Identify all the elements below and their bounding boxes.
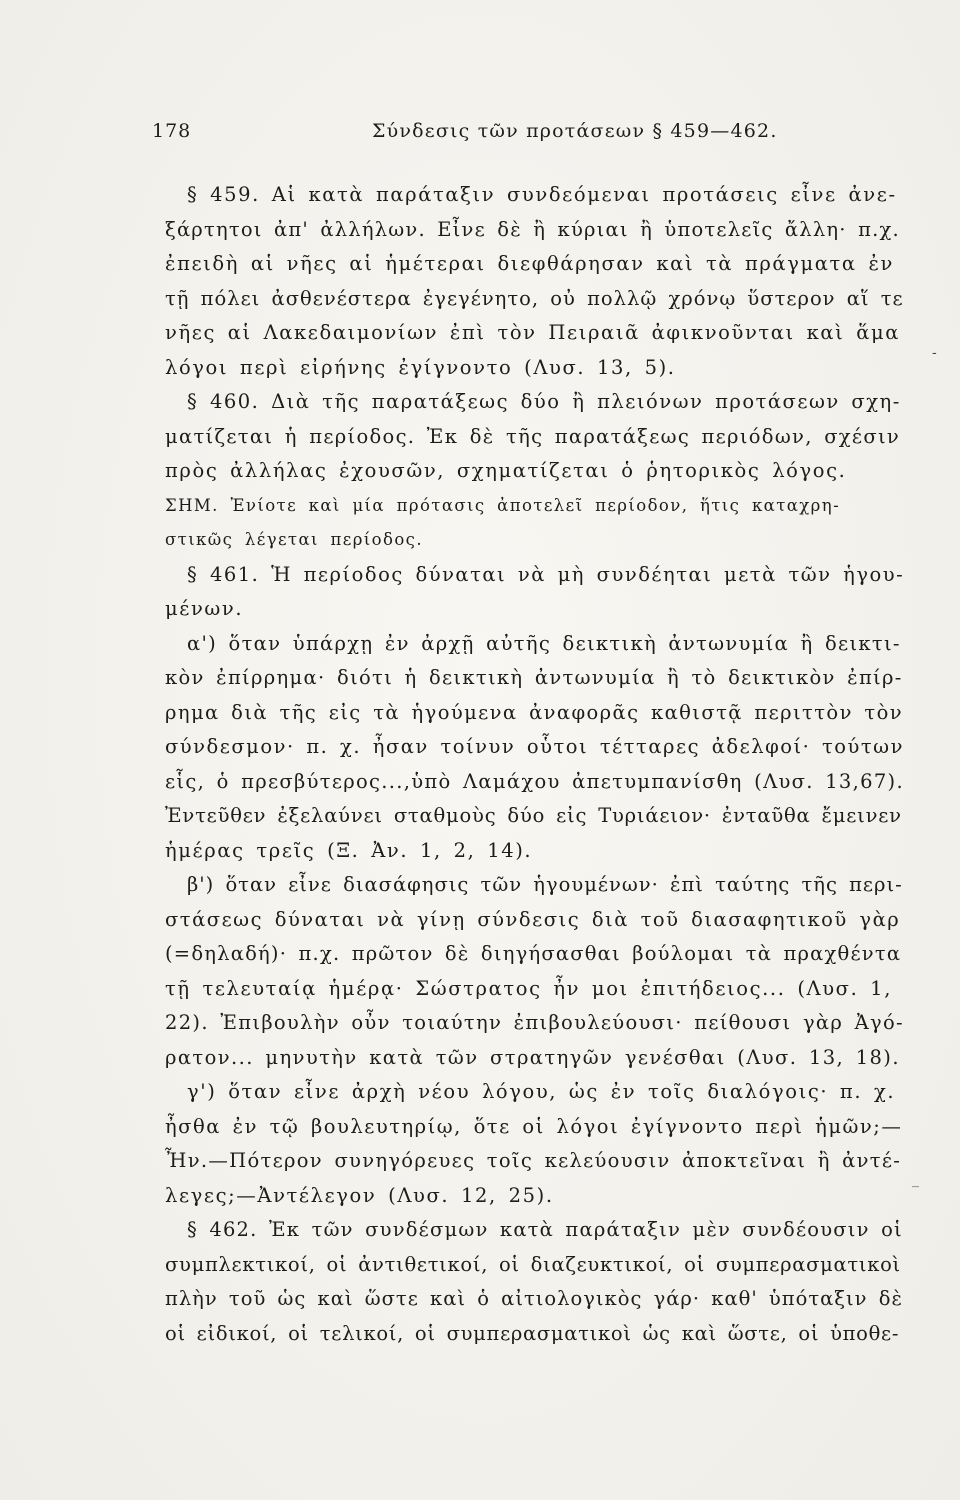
text-line: πλὴν τοῦ ὡς καὶ ὥστε καὶ ὁ αἰτιολογικὸς γάρ· καθ' ὑπόταξιν δὲ: [165, 1287, 903, 1310]
text-line: α') ὅταν ὑπάρχῃ ἐν ἀρχῇ αὐτῆς δεικτικὴ ἀντωνυμία ἢ δεικτι-: [187, 631, 901, 655]
text-line: ματίζεται ἡ περίοδος. Ἐκ δὲ τῆς παρατάξεως περιόδων, σχέσιν: [165, 424, 901, 448]
text-line: § 461. Ἡ περίοδος δύναται νὰ μὴ συνδέηται μετὰ τῶν ἡγου-: [187, 562, 905, 586]
page-number: 178: [152, 120, 192, 142]
running-head: Σύνδεσις τῶν προτάσεων § 459—462.: [372, 120, 778, 142]
text-line: § 462. Ἐκ τῶν συνδέσμων κατὰ παράταξιν μὲν συνδέουσιν οἱ: [187, 1218, 903, 1241]
text-line: § 460. Διὰ τῆς παρατάξεως δύο ἢ πλειόνων προτάσεων σχη-: [187, 390, 901, 413]
text-line: οἱ εἰδικοί, οἱ τελικοί, οἱ συμπερασματικοὶ ὡς καὶ ὥστε, οἱ ὑποθε-: [165, 1321, 900, 1345]
text-line: λεγες;—Ἀντέλεγον (Λυσ. 12, 25).: [165, 1183, 554, 1207]
text-line: πρὸς ἀλλήλας ἐχουσῶν, σχηματίζεται ὁ ῥητορικὸς λόγος.: [165, 459, 847, 482]
text-line: στάσεως δύναται νὰ γίνῃ σύνδεσις διὰ τοῦ διασαφητικοῦ γὰρ: [165, 907, 901, 931]
text-line: ἐπειδὴ αἱ νῆες αἱ ἡμέτεραι διεφθάρησαν καὶ τὰ πράγματα ἐν: [165, 252, 894, 275]
text-line: 22). Ἐπιβουλὴν οὖν τοιαύτην ἐπιβουλεύουσι· πείθουσι γὰρ Ἀγό-: [165, 1011, 904, 1034]
text-line: τῇ πόλει ἀσθενέστερα ἐγεγένητο, οὐ πολλῷ χρόνῳ ὕστερον αἵ τε: [165, 286, 904, 310]
text-line: ἦσθα ἐν τῷ βουλευτηρίῳ, ὅτε οἱ λόγοι ἐγίγνοντο περὶ ἡμῶν;—: [165, 1114, 903, 1138]
text-line: ξάρτητοι ἀπ' ἀλλήλων. Εἶνε δὲ ἢ κύριαι ἢ ὑποτελεῖς ἄλλη· π.χ.: [165, 217, 900, 241]
text-line: εἷς, ὁ πρεσβύτερος...,ὑπὸ Λαμάχου ἀπετυμπανίσθη (Λυσ. 13,67).: [165, 769, 904, 793]
text-line: μένων.: [165, 597, 244, 620]
margin-mark: -: [932, 345, 937, 361]
text-line: ρημα διὰ τῆς εἰς τὰ ἡγούμενα ἀναφορᾶς καθιστᾷ περιττὸν τὸν: [165, 700, 904, 724]
page-header: [152, 120, 902, 148]
text-line: σύνδεσμον· π. χ. ἦσαν τοίνυν οὗτοι τέτταρες ἀδελφοί· τούτων: [165, 735, 904, 758]
text-line: ρατον... μηνυτὴν κατὰ τῶν στρατηγῶν γενέσθαι (Λυσ. 13, 18).: [165, 1045, 900, 1069]
text-line: συμπλεκτικοί, οἱ ἀντιθετικοί, οἱ διαζευκτικοί, οἱ συμπερασματικοὶ: [165, 1252, 901, 1276]
text-line: γ') ὅταν εἶνε ἀρχὴ νέου λόγου, ὡς ἐν τοῖς διαλόγοις· π. χ.: [187, 1080, 896, 1103]
margin-mark: _: [912, 1172, 919, 1188]
body-text: [165, 178, 905, 1351]
text-line: (=δηλαδή)· π.χ. πρῶτον δὲ διηγήσασθαι βούλομαι τὰ πραχθέντα: [165, 942, 902, 965]
note-line: στικῶς λέγεται περίοδος.: [165, 530, 423, 549]
text-line: ἡμέρας τρεῖς (Ξ. Ἀν. 1, 2, 14).: [165, 838, 533, 862]
text-line: κὸν ἐπίρρημα· διότι ἡ δεικτικὴ ἀντωνυμία ἢ τὸ δεικτικὸν ἐπίρ-: [165, 666, 903, 689]
text-line: τῇ τελευταίᾳ ἡμέρᾳ· Σώστρατος ἦν μοι ἐπιτήδειος... (Λυσ. 1,: [165, 976, 892, 1000]
text-line: νῆες αἱ Λακεδαιμονίων ἐπὶ τὸν Πειραιᾶ ἀφικνοῦνται καὶ ἅμα: [165, 321, 901, 344]
text-line: Ἐντεῦθεν ἐξελαύνει σταθμοὺς δύο εἰς Τυριάειον· ἐνταῦθα ἔμεινεν: [165, 804, 902, 827]
text-line: Ἦν.—Πότερον συνηγόρευες τοῖς κελεύουσιν ἀποκτεῖναι ἢ ἀντέ-: [165, 1149, 902, 1172]
text-line: § 459. Αἱ κατὰ παράταξιν συνδεόμεναι προτάσεις εἶνε ἀνε-: [187, 183, 897, 206]
text-line: β') ὅταν εἶνε διασάφησις τῶν ἡγουμένων· ἐπὶ ταύτης τῆς περι-: [187, 873, 903, 896]
note-line: ΣΗΜ. Ἐνίοτε καὶ μία πρότασις ἀποτελεῖ περίοδον, ἥτις καταχρη-: [165, 495, 841, 515]
text-line: λόγοι περὶ εἰρήνης ἐγίγνοντο (Λυσ. 13, 5).: [165, 355, 676, 379]
